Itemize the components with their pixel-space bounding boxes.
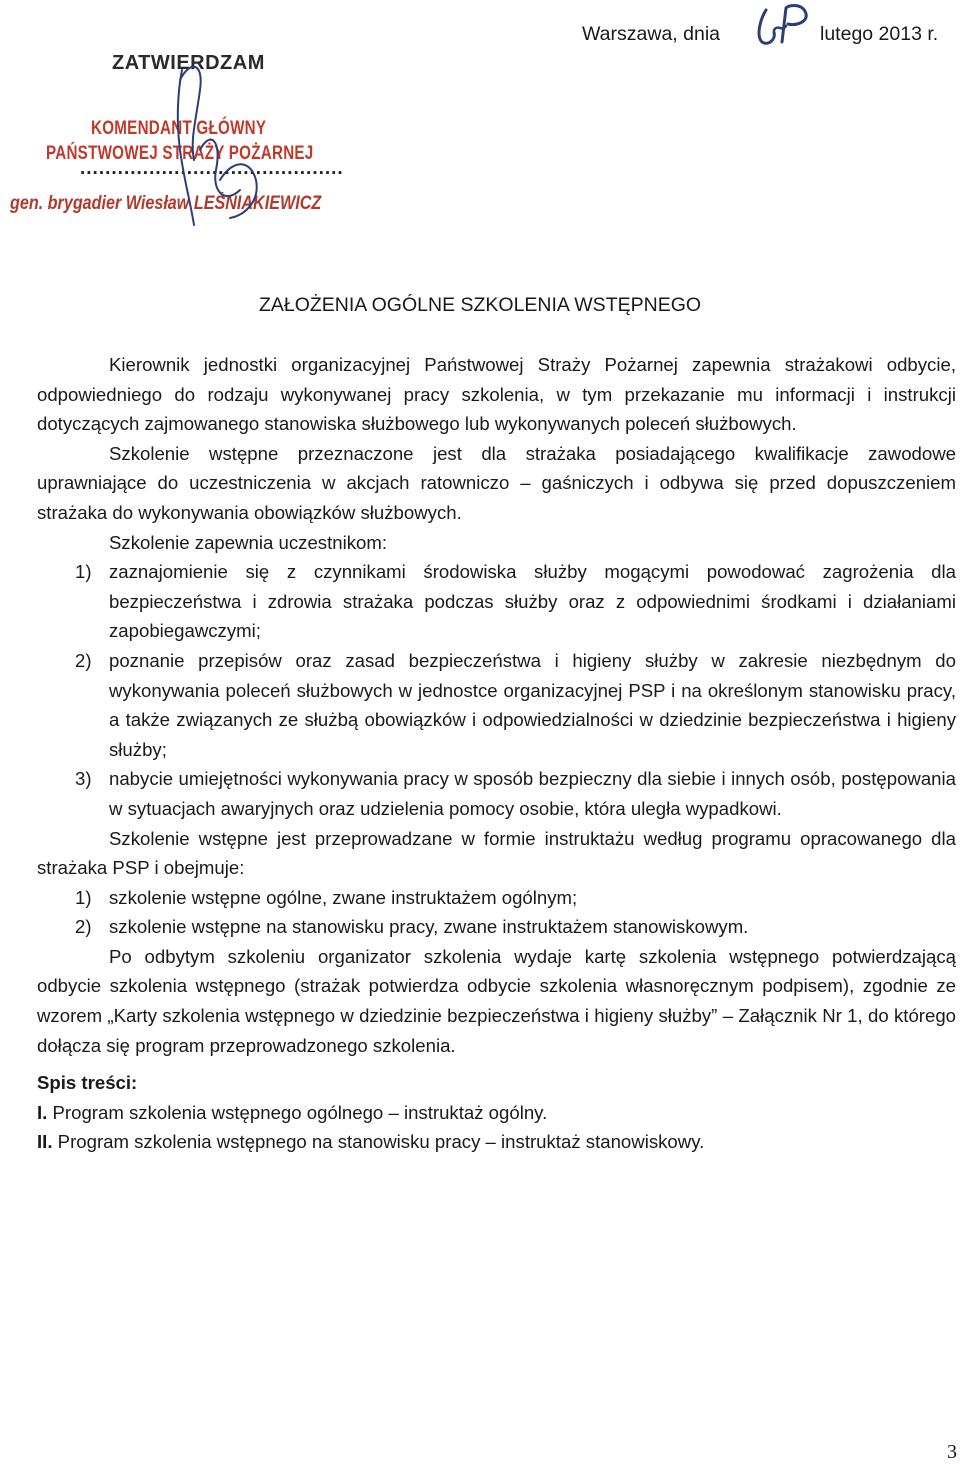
paragraph-provides: Szkolenie zapewnia uczestnikom: [109,531,388,553]
paragraph-card: Po odbytym szkoleniu organizator szkolenia wydaje kartę szkolenia wstępnego potwierdzającą odbycie szkolenia wstępnego (strażak potwierdza odbycie szkolenia własnoręcznym podpisem), zgodnie ze wzorem „Karty szkolenia wstępnego w dziedzinie bezpieczeństwa i higieny służby” – Załącznik Nr 1, do którego dołącza się program przeprowadzonego szkolenia. [37,945,956,1056]
list-item [37,646,956,764]
list-item-text: szkolenie wstępne na stanowisku pracy, zwane instruktażem stanowiskowym. [109,916,749,938]
stamp-approve-text: ZATWIERDZAM [112,52,265,74]
list-item [37,764,956,823]
paragraph-form: Szkolenie wstępne jest przeprowadzane w formie instruktażu według programu opracowanego dla strażaka PSP i obejmuje: [37,827,956,879]
paragraph-purpose: Szkolenie wstępne przeznaczone jest dla strażaka posiadającego kwalifikacje zawodowe uprawniające do uczestniczenia w akcjach ratowniczo – gaśniczych i odbywa się przed dopuszczeniem strażaka do wykonywania obowiązków służbowych. [37,442,956,523]
list-item-number: 1) [75,561,92,583]
list-item-text: nabycie umiejętności wykonywania pracy w sposób bezpieczny dla siebie i innych osób, postępowania w sytuacjach awaryjnych oraz udzielenia pomocy osobie, która uległa wypadkowi. [109,768,956,819]
provides-list [37,557,956,823]
list-item-text: poznanie przepisów oraz zasad bezpieczeństwa i higieny służby w zakresie niezbędnym do wykonywania poleceń służbowych w jednostce organizacyjnej PSP i na określonym stanowisku pracy, a także związanych ze służbą obowiązków i odpowiedzialności w dziedzinie bezpieczeństwa i higieny służby; [109,649,956,760]
handwritten-day-signature [752,2,816,52]
document-title: ZAŁOŻENIA OGÓLNE SZKOLENIA WSTĘPNEGO [258,294,702,316]
date-suffix: lutego 2013 r. [820,23,939,45]
list-item-number: 1) [75,886,92,908]
toc-item-number: II. [37,1131,53,1153]
document-body [37,350,956,1157]
form-list [37,883,956,942]
list-item-number: 2) [75,649,92,671]
stamp-line-2: PAŃSTWOWEJ STRAŻY POŻARNEJ [46,142,314,164]
toc-item-text: Program szkolenia wstępnego na stanowisku pracy – instruktaż stanowiskowy. [52,1131,705,1153]
stamp-dotted-line: .......................................... [80,158,344,179]
list-item-number: 3) [75,768,92,790]
paragraph-intro: Kierownik jednostki organizacyjnej Państwowej Straży Pożarnej zapewnia strażakowi odbycie, odpowiedniego do rodzaju wykonywanej pracy szkolenia, w tym przekazanie mu informacji i instrukcji dotyczących zajmowanego stanowiska służbowego lub wykonywanych poleceń służbowych. [37,354,956,435]
list-item [37,883,956,913]
date-prefix: Warszawa, dnia [582,23,720,45]
toc-item-number: I. [37,1101,48,1123]
toc-item [37,1127,956,1157]
toc-item-text: Program szkolenia wstępnego ogólnego – instruktaż ogólny. [47,1101,548,1123]
toc-item [37,1098,956,1128]
list-item [37,557,956,646]
handwritten-approval-signature [160,40,280,230]
list-item-text: szkolenie wstępne ogólne, zwane instruktażem ogólnym; [109,886,578,908]
list-item-number: 2) [75,916,92,938]
list-item-text: zaznajomienie się z czynnikami środowiska służby mogącymi powodować zagrożenia dla bezpieczeństwa i zdrowia strażaka podczas służby oraz z odpowiednimi środkami i działaniami zapobiegawczymi; [109,561,956,642]
list-item [37,912,956,942]
stamp-line-1: KOMENDANT GŁÓWNY [91,117,267,139]
page-number: 3 [947,1441,957,1463]
toc-heading: Spis treści: [37,1072,138,1094]
stamp-signatory-name: gen. brygadier Wiesław LEŚNIAKIEWICZ [10,193,322,214]
